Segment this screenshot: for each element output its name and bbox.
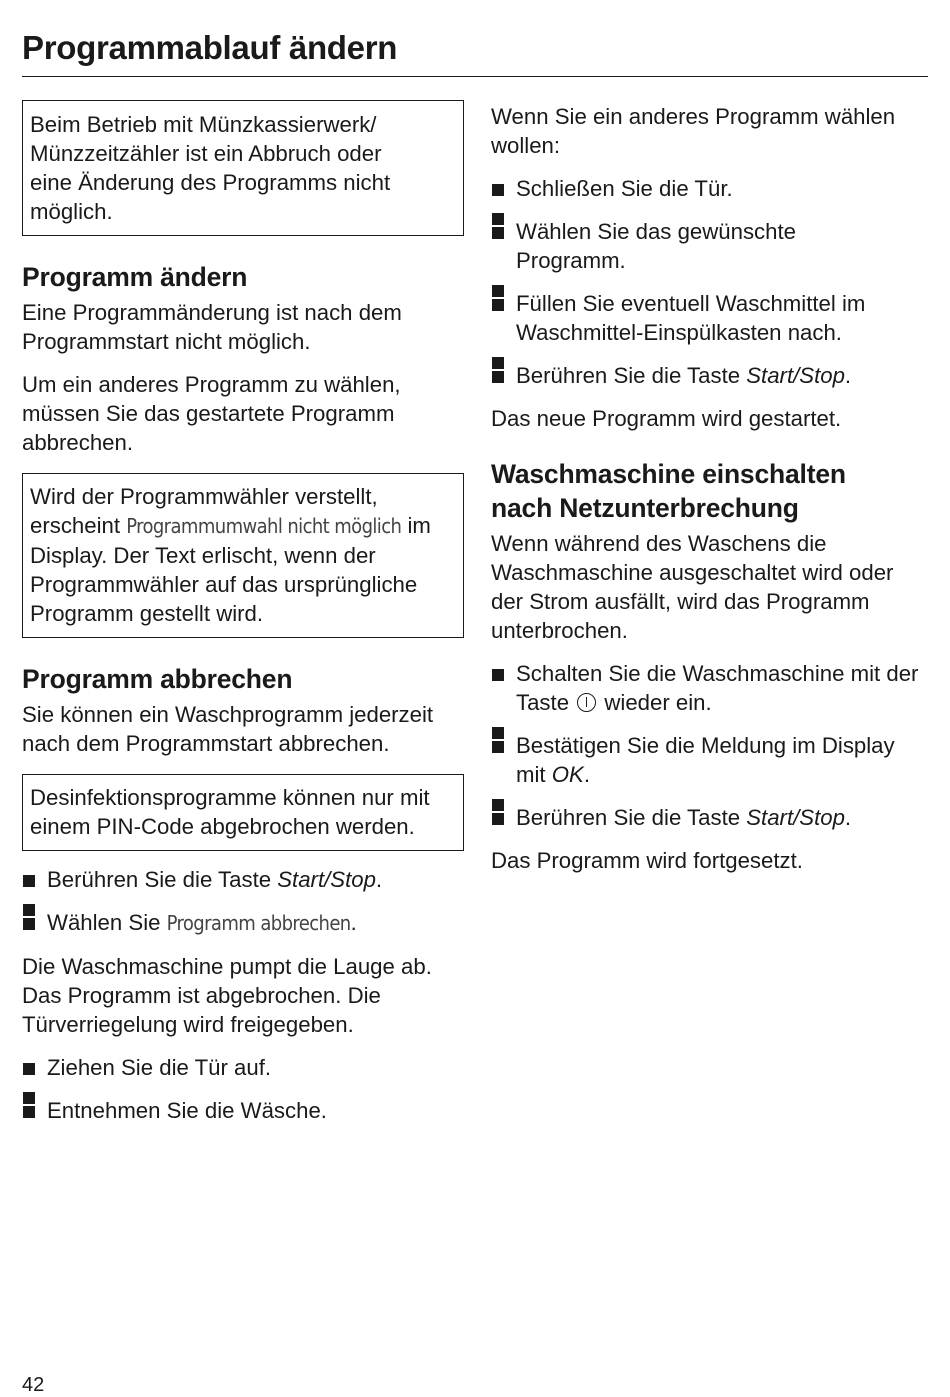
- text: .: [844, 363, 852, 388]
- heading-programm-abbrechen: Programm abbrechen: [22, 664, 293, 694]
- note-text: Beim Betrieb mit Münzkassierwerk/ Münzzeitzähler ist ein Abbruch oder eine Änderung des Programms nicht möglich.: [30, 112, 391, 224]
- key-label: Start/Stop: [746, 363, 845, 388]
- paragraph: Um ein anderes Programm zu wählen, müssen Sie das gestartete Programm abbrechen.: [22, 372, 401, 455]
- paragraph: Wenn während des Waschens die Waschmaschine ausgeschaltet wird oder der Strom ausfällt, wird das Programm unterbrochen.: [491, 531, 894, 643]
- paragraph: Die Waschmaschine pumpt die Lauge ab. Das Programm ist abgebrochen. Die Türverriegelung wird freigegeben.: [22, 954, 432, 1037]
- page-title: Programmablauf ändern: [22, 29, 398, 66]
- display-message: Programmumwahl nicht möglich: [126, 514, 402, 538]
- text: .: [350, 910, 357, 935]
- spacer: [491, 275, 928, 289]
- paragraph: Wenn Sie ein anderes Programm wählen wollen:: [491, 104, 896, 158]
- bullet-list: [22, 1053, 464, 1125]
- bullet-list: [491, 659, 928, 832]
- paragraph: Sie können ein Waschprogramm jederzeit nach dem Programmstart abbrechen.: [22, 702, 434, 756]
- list-item: [22, 865, 464, 894]
- power-button-icon: [577, 693, 596, 712]
- text: Wählen Sie: [47, 910, 167, 935]
- list-item: Entnehmen Sie die Wäsche.: [22, 1096, 464, 1125]
- text: .: [844, 805, 852, 830]
- note-box-disinfection: [22, 774, 464, 851]
- key-label: OK: [551, 762, 584, 787]
- text: Wird der Programmwähler verstellt, erscheint: [30, 484, 378, 538]
- right-column: [491, 102, 928, 875]
- spacer: [491, 203, 928, 217]
- paragraph: Eine Programmänderung ist nach dem Programmstart nicht möglich.: [22, 300, 402, 354]
- spacer: [491, 347, 928, 361]
- key-label: Start/Stop: [746, 805, 845, 830]
- page-header: [22, 28, 928, 77]
- bullet-list: [22, 865, 464, 938]
- list-item: Schließen Sie die Tür.: [491, 174, 928, 203]
- heading-netzunterbrechung: Waschmaschine einschalten nach Netzunterbrechung: [491, 459, 846, 523]
- paragraph: Das neue Programm wird gestartet.: [491, 406, 842, 431]
- display-message: Programm abbrechen: [166, 911, 351, 935]
- list-item: [491, 731, 896, 789]
- left-column: [22, 100, 464, 1125]
- note-box-coin-operation: [22, 100, 464, 236]
- text: Schalten Sie die Waschmaschine mit der Taste: [516, 661, 919, 715]
- text: Bestätigen Sie die Meldung im Display mit: [516, 733, 895, 787]
- list-item: Ziehen Sie die Tür auf.: [22, 1053, 464, 1082]
- spacer: [22, 1082, 464, 1096]
- spacer: [491, 717, 928, 731]
- note-text: Desinfektionsprogramme können nur mit einem PIN-Code abgebrochen werden.: [30, 785, 430, 839]
- heading-programm-aendern: Programm ändern: [22, 262, 248, 292]
- paragraph: Das Programm wird fortgesetzt.: [491, 848, 803, 873]
- text: im Display. Der Text erlischt, wenn der Programmwähler auf das ursprüngliche Programm gestellt wird.: [30, 513, 431, 626]
- text: .: [375, 867, 383, 892]
- spacer: [22, 894, 464, 908]
- list-item: [491, 659, 928, 717]
- text: Berühren Sie die Taste: [516, 805, 747, 830]
- note-box-program-selector: [22, 473, 464, 638]
- list-item: Füllen Sie eventuell Waschmittel im Waschmittel-Einspülkasten nach.: [491, 289, 928, 347]
- list-item: [491, 803, 928, 832]
- text: Berühren Sie die Taste: [47, 867, 278, 892]
- note-text: [30, 482, 453, 628]
- text: .: [583, 762, 590, 787]
- text: wieder ein.: [598, 690, 712, 715]
- text: Berühren Sie die Taste: [516, 363, 747, 388]
- key-label: Start/Stop: [277, 867, 376, 892]
- list-item: [22, 908, 464, 938]
- list-item: Wählen Sie das gewünschte Programm.: [491, 217, 876, 275]
- page-number: 42: [22, 1374, 45, 1396]
- bullet-list: [491, 174, 928, 390]
- spacer: [491, 789, 928, 803]
- list-item: [491, 361, 928, 390]
